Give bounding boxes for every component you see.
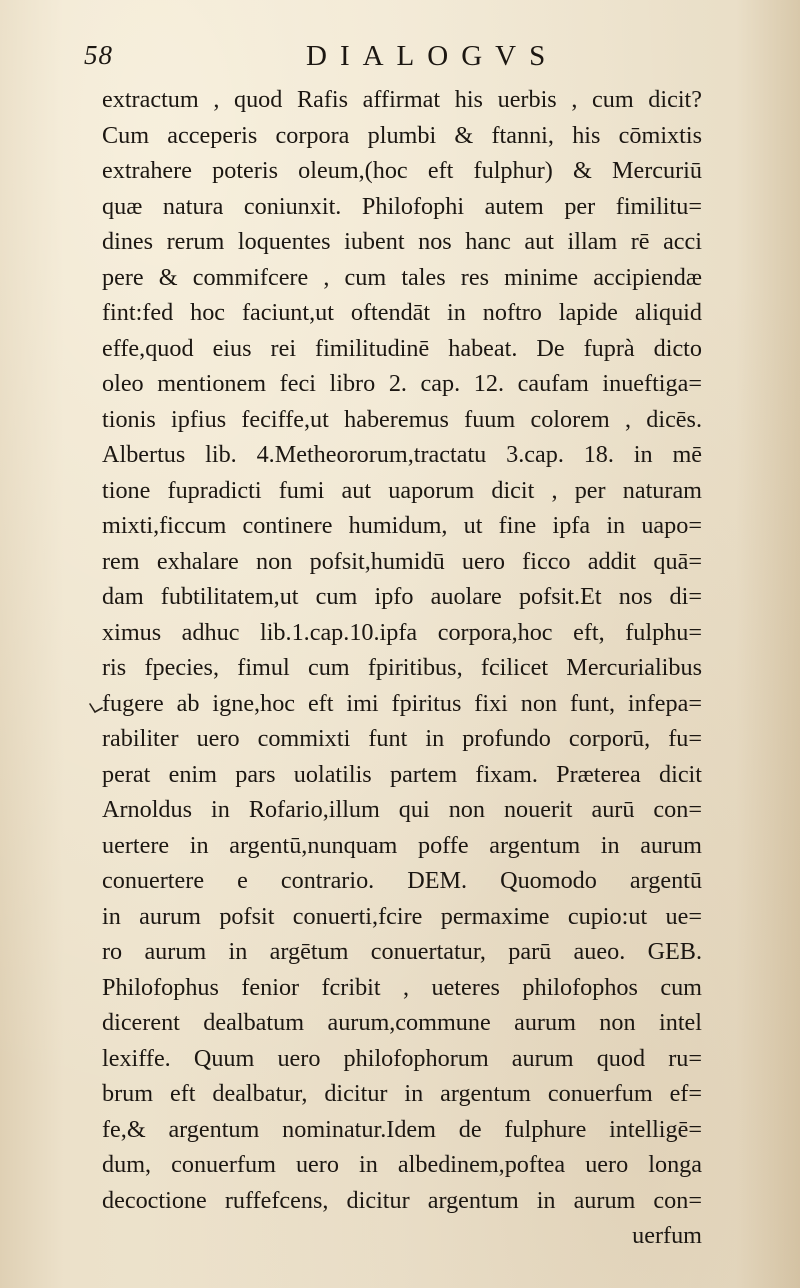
text-line: rem exhalare non pofsit,humidū uero ficco addit quā= — [102, 547, 702, 575]
page-number: 58 — [84, 40, 113, 70]
text-line: rabiliter uero commixti funt in profundo corporū, fu= — [102, 725, 702, 752]
text-line: pere & commifcere , cum tales res minime accipiendæ — [102, 263, 702, 291]
text-line: perat enim pars uolatilis partem fixam. Præterea dicit — [102, 760, 702, 788]
text-line: effe,quod eius rei fimilitudinē habeat. De fuprà dicto — [102, 334, 702, 362]
text-line: extractum , quod Rafis affirmat his uerbis , cum dicit? — [102, 86, 702, 113]
text-line: conuertere e contrario. DEM. Quomodo argentū — [102, 867, 702, 894]
text-line: Cum acceperis corpora plumbi & ftanni, his cōmixtis — [102, 121, 702, 149]
text-line: fugere ab igne,hoc eft imi fpiritus fixi non funt, infepa= — [102, 689, 702, 717]
text-line: lexiffe. Quum uero philofophorum aurum quod ru= — [102, 1044, 702, 1072]
text-line: quæ natura coniunxit. Philofophi autem per fimilitu= — [102, 192, 702, 220]
text-line: in aurum pofsit conuerti,fcire permaxime cupio:ut ue= — [102, 902, 702, 930]
text-line: dum, conuerfum uero in albedinem,poftea uero longa — [102, 1151, 702, 1178]
text-line: ximus adhuc lib.1.cap.10.ipfa corpora,hoc eft, fulphu= — [102, 618, 702, 646]
text-line: tionis ipfius feciffe,ut haberemus fuum colorem , dicēs. — [102, 405, 702, 433]
catchword: uerfum — [632, 1222, 702, 1249]
margin-mark-icon — [89, 700, 103, 720]
text-line: dines rerum loquentes iubent nos hanc aut illam rē acci — [102, 228, 702, 255]
text-line: oleo mentionem feci libro 2. cap. 12. caufam inueftiga= — [102, 370, 702, 397]
body-text — [102, 82, 702, 1254]
text-line: extrahere poteris oleum,(hoc eft fulphur) & Mercuriū — [102, 157, 702, 184]
running-head: DIALOGVS — [306, 40, 559, 72]
page-header — [0, 40, 800, 80]
text-line: ro aurum in argētum conuertatur, parū aueo. GEB. — [102, 938, 702, 965]
text-line: mixti,ficcum continere humidum, ut fine ipfa in uapo= — [102, 512, 702, 539]
text-line: fint:fed hoc faciunt,ut oftendāt in noftro lapide aliquid — [102, 299, 702, 326]
text-line: dicerent dealbatum aurum,commune aurum non intel — [102, 1009, 702, 1036]
text-line: ris fpecies, fimul cum fpiritibus, fcilicet Mercurialibus — [102, 654, 702, 681]
text-line: Arnoldus in Rofario,illum qui non nouerit aurū con= — [102, 796, 702, 823]
text-line: tione fupradicti fumi aut uaporum dicit , per naturam — [102, 476, 702, 504]
text-line: decoctione ruffefcens, dicitur argentum in aurum con= — [102, 1186, 702, 1214]
text-line: uertere in argentū,nunquam poffe argentum in aurum — [102, 831, 702, 859]
text-line: fe,& argentum nominatur.Idem de fulphure intelligē= — [102, 1115, 702, 1143]
text-line: brum eft dealbatur, dicitur in argentum conuerfum ef= — [102, 1080, 702, 1107]
text-line: Albertus lib. 4.Metheororum,tractatu 3.cap. 18. in mē — [102, 441, 702, 468]
text-line: dam fubtilitatem,ut cum ipfo auolare pofsit.Et nos di= — [102, 583, 702, 610]
text-line: Philofophus fenior fcribit , ueteres philofophos cum — [102, 973, 702, 1001]
